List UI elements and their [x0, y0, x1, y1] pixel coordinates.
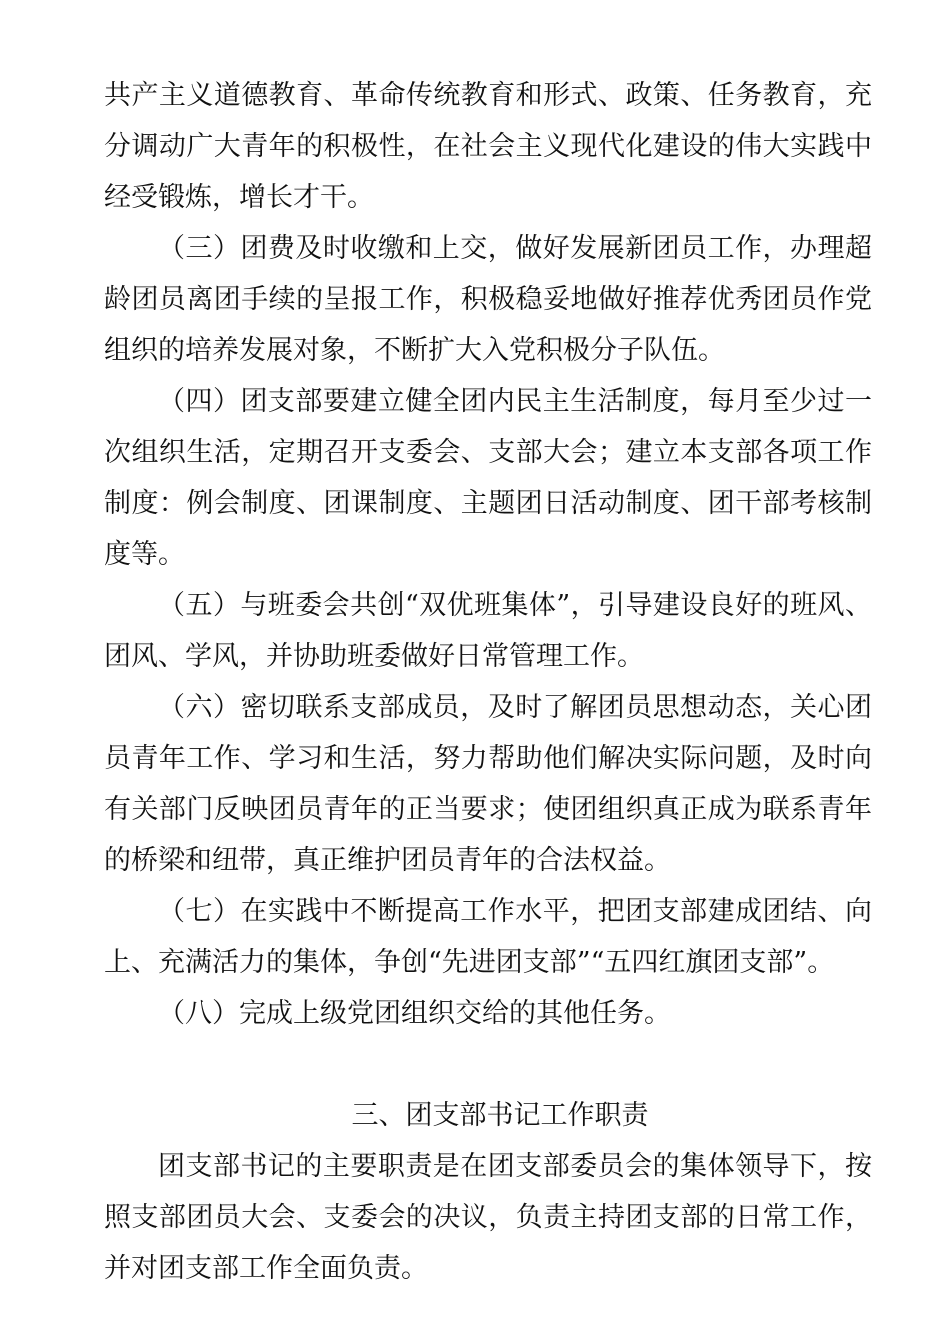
paragraph-item-3: （三）团费及时收缴和上交，做好发展新团员工作，办理超龄团员离团手续的呈报工作，积极稳妥地做好推荐优秀团员作党组织的培养发展对象，不断扩大入党积极分子队伍。 [104, 233, 872, 366]
section-heading: 三、团支部书记工作职责 [351, 1100, 649, 1131]
paragraph-item-8: （八）完成上级党团组织交给的其他任务。 [158, 998, 671, 1029]
document-body [104, 70, 872, 1294]
paragraph-secretary-duties: 团支部书记的主要职责是在团支部委员会的集体领导下，按照支部团员大会、支委会的决议，负责主持团支部的日常工作，并对团支部工作全面负责。 [104, 1151, 872, 1284]
paragraph-item-4: （四）团支部要建立健全团内民主生活制度，每月至少过一次组织生活，定期召开支委会、支部大会；建立本支部各项工作制度：例会制度、团课制度、主题团日活动制度、团干部考核制度等。 [104, 386, 872, 570]
paragraph-item-5: （五）与班委会共创“双优班集体”，引导建设良好的班风、团风、学风，并协助班委做好日常管理工作。 [104, 590, 872, 672]
paragraph-continuation: 共产主义道德教育、革命传统教育和形式、政策、任务教育，充分调动广大青年的积极性，在社会主义现代化建设的伟大实践中经受锻炼，增长才干。 [104, 80, 872, 213]
paragraph-item-7: （七）在实践中不断提高工作水平，把团支部建成团结、向上、充满活力的集体，争创“先进团支部”“五四红旗团支部”。 [104, 896, 872, 978]
paragraph-item-6: （六）密切联系支部成员，及时了解团员思想动态，关心团员青年工作、学习和生活，努力帮助他们解决实际问题，及时向有关部门反映团员青年的正当要求；使团组织真正成为联系青年的桥梁和纽带，真正维护团员青年的合法权益。 [104, 692, 872, 876]
